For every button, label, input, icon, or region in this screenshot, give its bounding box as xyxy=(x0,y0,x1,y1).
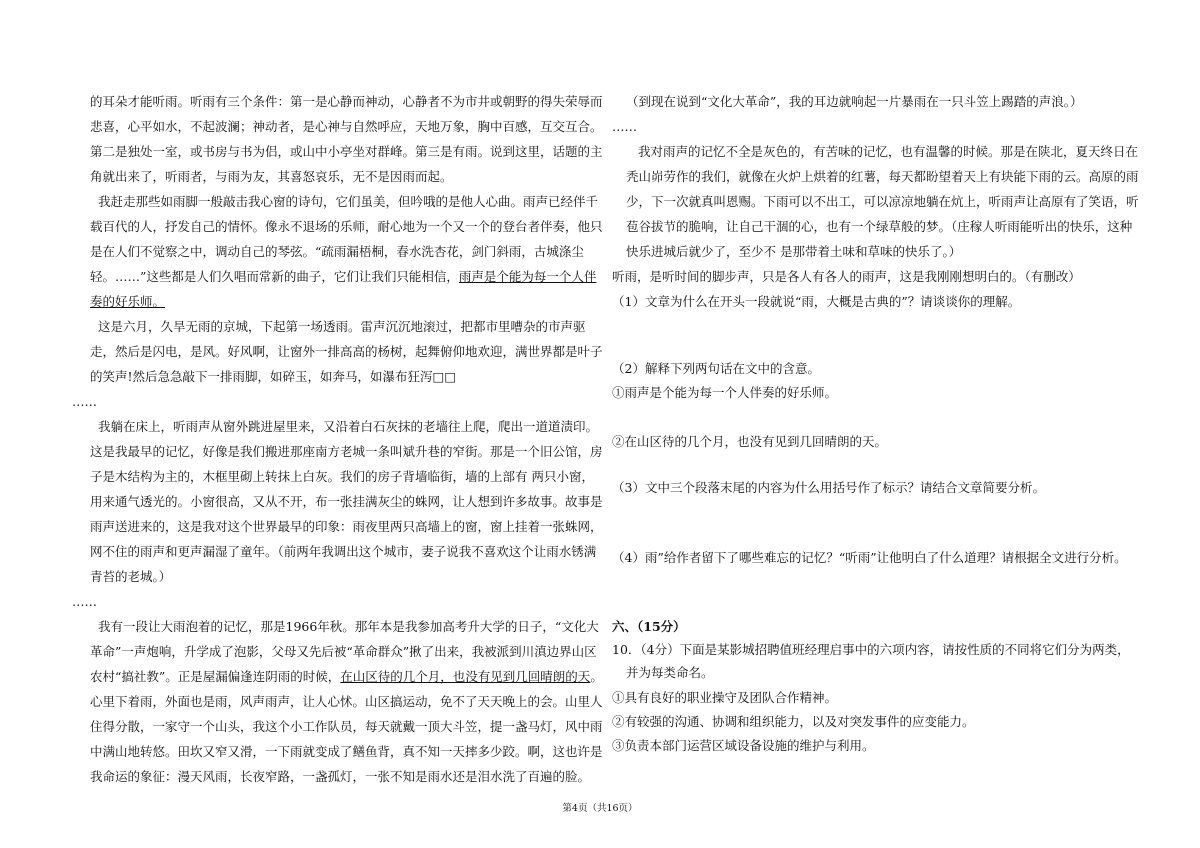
text-line: 我对雨声的记忆不全是灰色的，有苦味的记忆，也有温馨的时候。那是在陕北，夏天终日在 xyxy=(638,144,1139,159)
text-line: 心里下着雨，外面也是雨，风声雨声，让人心怵。山区搞运动，免不了天天晚上的会。山里人 xyxy=(90,694,603,709)
text-line: 第二是独处一室，或书房与书为侣，或山中小亭坐对群峰。第三是有雨。说到这里，话题的主 xyxy=(90,144,603,159)
section-heading: 六、（15分） xyxy=(612,619,686,634)
text-line: 住得分散，一家守一个山头，我这个小工作队员，每天就戴一顶大斗笠，提一盏马灯，风中雨 xyxy=(90,719,603,734)
underlined-sentence: 奏的好乐师。 xyxy=(90,294,166,309)
text-line: 悲喜，心平如水，不起波澜；神动者，是心神与自然呼应，天地万象，胸中百感，互交互合。 xyxy=(90,119,603,134)
question-10: 10．（4分）下面是某影城招聘值班经理启事中的六项内容，请按性质的不同将它们分为两类， xyxy=(612,642,1130,657)
text-line: 走，然后是闪电，是风。好风啊，让窗外一排高高的杨树，起舞俯仰地欢迎，满世界都是叶子 xyxy=(90,344,603,359)
ellipsis: …… xyxy=(72,394,97,409)
question-4: （4）雨”给作者留下了哪些难忘的记忆？“听雨”让他明白了什么道理？请根据全文进行分析。 xyxy=(612,550,1127,565)
text-line: 青苔的老城。） xyxy=(90,569,172,584)
text-line: 用来通气透光的。小窗很高，又从不开，布一张挂满灰尘的蛛网，让人想到许多故事。故事是 xyxy=(90,494,603,509)
underlined-sentence: 在山区待的几个月，也没有见到几回晴朗的天 xyxy=(340,669,591,684)
page-footer: 第4页（共16页） xyxy=(562,803,638,814)
text-line: （到现在说到“文化大革命”，我的耳边就响起一片暴雨在一只斗笠上踢踏的声浪。） xyxy=(626,94,1083,109)
ellipsis: …… xyxy=(72,594,97,609)
text-line: 我躺在床上，听雨声从窗外跳进屋里来，又沿着白石灰抹的老墙往上爬，爬出一道道渍印。 xyxy=(98,419,599,434)
text-line: 快乐进城后就少了，至少不 是那带着土味和草味的快乐了。） xyxy=(626,244,962,259)
text-line: 载百代的人，抒发自己的情怀。像永不退场的乐师，耐心地为一个又一个的登台者伴奏，他只 xyxy=(90,219,603,234)
list-item: ①具有良好的职业操守及团队合作精神。 xyxy=(612,690,838,705)
text-line: 子是木结构为主的，木框里砌上转抹上白灰。我们的房子背墙临街，墙的上部有 两只小窗， xyxy=(90,469,594,484)
text-line xyxy=(90,269,596,285)
text-line xyxy=(90,669,603,685)
ellipsis: …… xyxy=(612,119,637,134)
text-span: 轻。……”这些都是人们久唱而常新的曲子，它们让我们只能相信， xyxy=(90,269,459,284)
question-10-continued: 并为每类命名。 xyxy=(626,665,714,680)
underlined-sentence: 雨声是个能为每一个人伴 xyxy=(458,269,597,284)
text-line: 雨声送进来的，这是我对这个世界最早的印象：雨夜里两只高墙上的窗，窗上挂着一张蛛网， xyxy=(90,519,603,534)
text-line: 这是我最早的记忆，好像是我们搬进那座南方老城一条叫斌升巷的窄街。那是一个旧公馆，房 xyxy=(90,444,603,459)
text-line: 是在人们不觉察之中，调动自己的琴弦。“疏雨漏梧桐，春水洗杏花，剑门斜雨，古城涤尘 xyxy=(90,244,584,259)
text-line: 的笑声!然后急急敲下一排雨脚，如碎玉，如奔马，如瀑布狂泻□□ xyxy=(90,369,457,384)
text-line: 我命运的象征：漫天风雨，长夜窄路，一盏孤灯，一张不知是雨水还是泪水洗了百遍的脸。 xyxy=(90,769,591,784)
text-span: 农村“搞社教”。正是屋漏偏逢连阴雨的时候， xyxy=(90,669,341,684)
text-line: 秃山峁劳作的我们，就像在火炉上烘着的红薯，每天都盼望着天上有块能下雨的云。高原的雨 xyxy=(626,169,1139,184)
question-2-item-2: ②在山区待的几个月，也没有见到几回晴朗的天。 xyxy=(612,434,888,449)
text-line: 革命”一声炮响，升学成了泡影，父母又先后被“革命群众”揪了出来，我被派到川滇边界山区 xyxy=(90,644,597,659)
text-line: 我有一段让大雨泡着的记忆，那是1966年秋。那年本是我参加高考升大学的日子，“文化大 xyxy=(98,619,599,634)
question-1: （1）文章为什么在开头一段就说“雨，大概是古典的”？请谈谈你的理解。 xyxy=(612,294,1021,309)
text-line: 中满山地转悠。田坎又窄又滑，一下雨就变成了鳝鱼背，真不知一天摔多少跤。啊，这也许是 xyxy=(90,744,603,759)
question-2: （2）解释下列两句话在文中的含意。 xyxy=(612,361,820,376)
text-span: 。 xyxy=(590,669,603,684)
text-line: 少，下一次就真叫恩赐。下雨可以不出工，可以凉凉地躺在炕上，听雨声让高原有了笑语，听 xyxy=(626,194,1139,209)
question-2-item-1: ①雨声是个能为每一个人伴奏的好乐师。 xyxy=(612,385,838,400)
text-line: 的耳朵才能听雨。听雨有三个条件：第一是心静而神动，心静者不为市井或朝野的得失荣辱而 xyxy=(90,94,603,109)
list-item: ③负责本部门运营区域设备设施的维护与利用。 xyxy=(612,738,875,753)
list-item: ②有较强的沟通、协调和组织能力，以及对突发事件的应变能力。 xyxy=(612,714,975,729)
text-line: 我赶走那些如雨脚一般敲击我心窗的诗句，它们虽美，但吟哦的是他人心曲。雨声已经伴千 xyxy=(98,194,599,209)
text-line: 网不住的雨声和更声漏湿了童年。（前两年我调出这个城市，妻子说我不喜欢这个让雨水锈满 xyxy=(90,544,597,559)
text-line: 这是六月，久旱无雨的京城，下起第一场透雨。雷声沉沉地滚过，把都市里嘈杂的市声驱 xyxy=(98,319,586,334)
question-3: （3）文中三个段落末尾的内容为什么用括号作了标示？请结合文章简要分析。 xyxy=(612,480,1045,495)
text-line: 听雨，是听时间的脚步声，只是各人有各人的雨声，这是我刚刚想明白的。（有删改） xyxy=(612,269,1081,284)
text-line: 角就出来了，听雨者，与雨为友，其喜怒哀乐，无不是因雨而起。 xyxy=(90,169,453,184)
text-line: 苞谷拔节的脆响，让自己干涸的心，也有一个绿草般的梦。（庄稼人听雨能听出的快乐，这种 xyxy=(626,219,1133,234)
